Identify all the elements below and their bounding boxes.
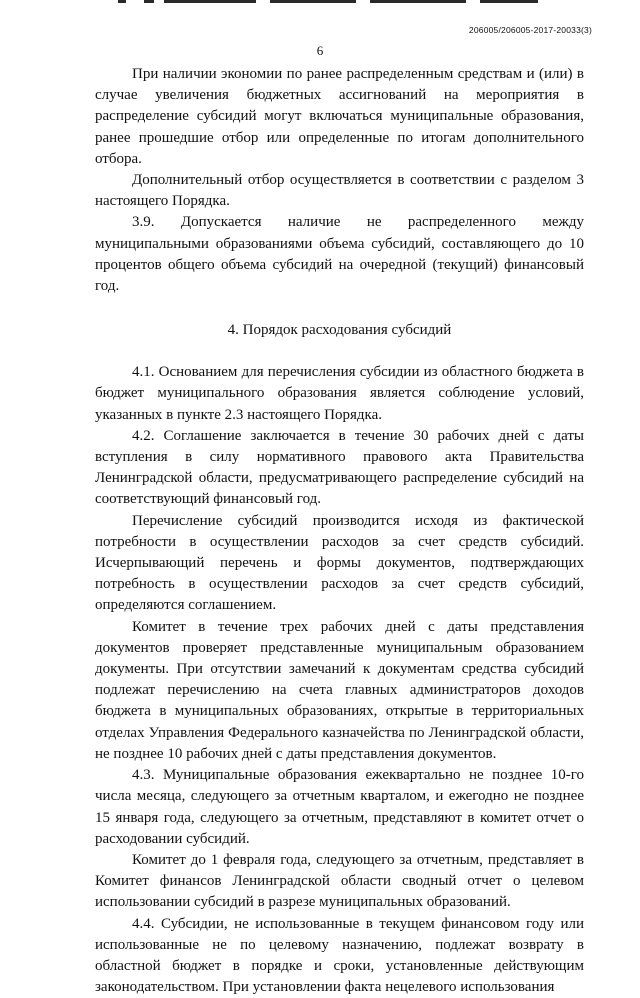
- section-title: 4. Порядок расходования субсидий: [227, 322, 452, 339]
- paragraph: При наличии экономии по ранее распределенным средствам и (или) в случае увеличения бюджетных ассигнований на мероприятия в распределение субсидий могут включаться муниципальные образования, ранее прошедшие отбор или определенные по итогам дополнительного отбора.: [95, 66, 584, 167]
- document-body: [95, 64, 584, 998]
- page-number: 6: [316, 43, 324, 58]
- paragraph: Комитет в течение трех рабочих дней с даты представления документов проверяет представленные муниципальным образованием документы. При отсутствии замечаний к документам средства субсидий подлежат перечислению на счета главных администраторов доходов бюджета в муниципальных образованиях, открытые в территориальных отделах Управления Федерального казначейства по Ленинградской области, не позднее 10 рабочих дней с даты представления документов.: [95, 618, 584, 762]
- paragraph: Перечисление субсидий производится исходя из фактической потребности в осуществлении расходов за счет средств субсидий. Исчерпывающий перечень и формы документов, подтверждающих потребность в осуществлении расходов за счет средств субсидий, определяются соглашением.: [95, 512, 584, 614]
- paragraph: 4.4. Субсидии, не использованные в текущем финансовом году или использованные не по целевому назначению, подлежат возврату в областной бюджет в порядке и сроки, установленные действующим законодательством. При установлении факта нецелевого использования: [95, 915, 584, 996]
- document-registration-code: 206005/206005-2017-20033(3): [468, 25, 592, 35]
- paragraph: Комитет до 1 февраля года, следующего за отчетным, представляет в Комитет финансов Ленинградской области сводный отчет о целевом использовании субсидий в разрезе муниципальных образований.: [95, 851, 584, 911]
- paragraph: 4.2. Соглашение заключается в течение 30 рабочих дней с даты вступления в силу нормативного правового акта Правительства Ленинградской области, предусматривающего распределение субсидий на соответствующий финансовый год.: [95, 427, 584, 508]
- top-edge-scan-marks: [118, 0, 538, 6]
- paragraph: Дополнительный отбор осуществляется в соответствии с разделом 3 настоящего Порядка.: [95, 172, 584, 210]
- paragraph: 3.9. Допускается наличие не распределенного между муниципальными образованиями объема субсидий, составляющего до 10 процентов общего объема субсидий на очередной (текущий) финансовый год.: [95, 214, 584, 295]
- paragraph: 4.3. Муниципальные образования ежеквартально не позднее 10-го числа месяца, следующего за отчетным кварталом, и ежегодно не позднее 15 января года, следующего за отчетным, представляют в комитет отчет о расходовании субсидий.: [95, 767, 584, 847]
- paragraph: 4.1. Основанием для перечисления субсидии из областного бюджета в бюджет муниципального образования является соблюдение условий, указанных в пункте 2.3 настоящего Порядка.: [95, 364, 584, 423]
